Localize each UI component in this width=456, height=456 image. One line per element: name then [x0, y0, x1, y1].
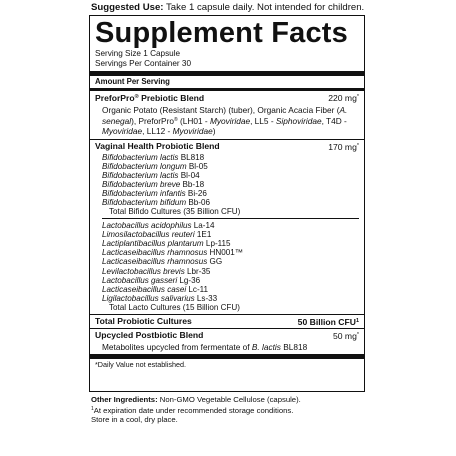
prebiotic-blend-name: PreforPro® Prebiotic Blend — [95, 92, 205, 103]
suggested-use-text: Take 1 capsule daily. Not intended for children. — [166, 2, 365, 13]
postbiotic-blend-description: Metabolites upcycled from fermentate of B. lactis BL818 — [102, 342, 308, 353]
total-probiotic-amount: 50 Billion CFU$^1$ — [297, 317, 359, 328]
lacto-strain-list — [90, 221, 364, 302]
strain-item: Lactobacillus acidophilus La-14 — [102, 221, 215, 231]
strain-item: Bifidobacterium infantis Bi-26 — [102, 188, 207, 198]
suggested-use-label: Suggested Use: — [91, 2, 164, 13]
strain-item: Bifidobacterium breve Bb-18 — [102, 179, 205, 189]
other-ingredients-section — [91, 395, 371, 425]
probiotic-blend-row — [95, 140, 359, 153]
strain-item: Lacticaseibacillus rhamnosus GG — [102, 257, 223, 267]
servings-per-container: Servings Per Container 30 — [95, 58, 192, 68]
postbiotic-blend-row — [95, 329, 359, 342]
storage-note: Store in a cool, dry place. — [91, 415, 178, 424]
strain-group-divider — [102, 218, 359, 219]
bifido-total: Total Bifido Cultures (35 Billion CFU) — [109, 206, 241, 216]
serving-size: Serving Size 1 Capsule — [95, 49, 181, 58]
strain-item: Lactiplantibacillus plantarum Lp-115 — [102, 239, 231, 249]
strain-item: Levilactobacillus brevis Lbr-35 — [102, 266, 211, 276]
supplement-facts-panel — [89, 15, 365, 392]
panel-title: Supplement Facts — [95, 17, 348, 49]
strain-item: Limosilactobacillus reuteri 1E1 — [102, 230, 212, 240]
strain-item: Bifidobacterium lactis Bl-04 — [102, 170, 200, 180]
suggested-use — [91, 2, 364, 13]
strain-item: Lacticaseibacillus casei Lc-11 — [102, 284, 209, 294]
strain-item: Ligilactobacillus salivarius Ls-33 — [102, 293, 218, 303]
other-ingredients — [91, 395, 371, 405]
probiotic-blend-amount: 170 mg* — [328, 141, 359, 152]
strain-item: Lacticaseibacillus rhamnosus HN001™ — [102, 248, 243, 258]
postbiotic-blend-amount: 50 mg* — [332, 331, 359, 342]
postbiotic-blend-name: Upcycled Postbiotic Blend — [95, 330, 204, 341]
amount-per-serving-header: Amount Per Serving — [95, 77, 170, 87]
bifido-strain-list — [90, 153, 364, 207]
strain-item: Lactobacillus gasseri Lg-36 — [102, 275, 201, 285]
other-ingredients-label: Other Ingredients: — [91, 395, 158, 404]
total-probiotic-row — [95, 315, 359, 328]
strain-item: Bifidobacterium lactis BL818 — [102, 152, 205, 162]
other-ingredients-text: Non-GMO Vegetable Cellulose (capsule). — [157, 395, 301, 404]
prebiotic-blend-amount: 220 mg* — [328, 92, 359, 103]
daily-value-note: *Daily Value not established. — [95, 360, 186, 370]
prebiotic-blend-description: Organic Potato (Resistant Starch) (tuber), Organic Acacia Fiber (A. senegal), PreforPro® (LH01 - Myoviridae, LL5 - Siphoviridae, T4D - Myoviridae, LL12 - Myoviridae) — [102, 104, 348, 137]
strain-item: Bifidobacterium bifidum Bb-06 — [102, 197, 210, 207]
lacto-total: Total Lacto Cultures (15 Billion CFU) — [109, 302, 240, 312]
prebiotic-blend-row — [95, 91, 359, 104]
total-probiotic-label: Total Probiotic Cultures — [95, 316, 192, 327]
probiotic-blend-name: Vaginal Health Probiotic Blend — [95, 140, 220, 151]
strain-item: Bifidobacterium longum Bl-05 — [102, 161, 208, 171]
expiration-footnote: $^1$At expiration date under recommended storage conditions. — [91, 405, 294, 415]
